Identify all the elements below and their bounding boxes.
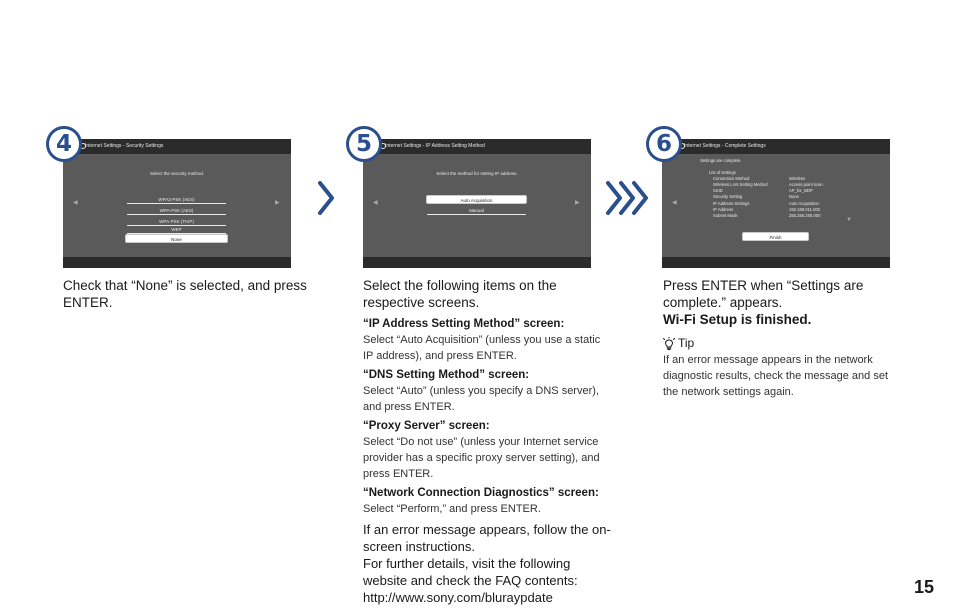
left-arrow-icon: ◀ bbox=[373, 200, 378, 206]
page-number: 15 bbox=[913, 577, 934, 597]
setting-value: 255.255.255.000 bbox=[789, 213, 821, 218]
setting-value: None bbox=[789, 194, 800, 199]
scroll-down-icon: ▼ bbox=[846, 217, 852, 223]
screen-bottom-bar bbox=[63, 257, 291, 268]
screen-prompt: Select the security method. bbox=[149, 171, 205, 176]
step-5-instruction: Select the following items on the respective screens. bbox=[363, 278, 557, 310]
tip-label: Tip bbox=[678, 336, 695, 350]
step-4-instruction: Check that “None” is selected, and press ENTER. bbox=[63, 278, 307, 310]
setting-label: Security Setting bbox=[713, 194, 743, 199]
option-none-selected[interactable]: None bbox=[125, 234, 228, 243]
setting-label: SSID bbox=[713, 188, 723, 193]
support-url[interactable]: http://www.sony.com/bluraypdate bbox=[363, 590, 553, 605]
triple-chevron-right-icon bbox=[604, 180, 650, 216]
complete-settings-screen bbox=[662, 139, 890, 268]
sub-item-text: Select “Perform,” and press ENTER. bbox=[363, 503, 541, 515]
finish-button[interactable]: Finish bbox=[742, 232, 809, 241]
setting-value: Auto Acquisition bbox=[789, 201, 819, 206]
option-wpa-psk-tkip[interactable]: WPA-PSK (TKIP) bbox=[127, 217, 226, 226]
sub-item-text: Select “Auto Acquisition” (unless you use a static IP address), and press ENTER. bbox=[363, 334, 601, 362]
screen-title: Internet Settings - Complete Settings bbox=[662, 139, 890, 154]
step-number-5: 5 bbox=[346, 126, 382, 162]
left-arrow-icon: ◀ bbox=[73, 200, 78, 206]
right-arrow-icon: ▶ bbox=[575, 200, 580, 206]
sub-item-heading: “DNS Setting Method” screen: bbox=[363, 369, 530, 381]
setting-label: IP Address Settings bbox=[713, 201, 750, 206]
screen-bottom-bar bbox=[662, 257, 890, 268]
option-manual[interactable]: Manual bbox=[427, 206, 526, 215]
security-settings-screen bbox=[63, 139, 291, 268]
option-wpa-psk-aes[interactable]: WPA-PSK (AES) bbox=[127, 206, 226, 215]
further-details: For further details, visit the following website and check the FAQ contents: bbox=[363, 556, 578, 588]
sub-item-heading: “IP Address Setting Method” screen: bbox=[363, 318, 565, 330]
screen-title: Internet Settings - IP Address Setting Method bbox=[363, 139, 591, 154]
step-5-text bbox=[363, 277, 613, 606]
option-wpa2-psk-aes[interactable]: WPA2-PSK (AES) bbox=[127, 195, 226, 204]
tip-text: If an error message appears in the network diagnostic results, check the message and set the network settings again. bbox=[663, 354, 889, 398]
setting-label: Wireless LAN Setting Method bbox=[713, 182, 768, 187]
step-6-instruction: Press ENTER when “Settings are complete.” appears. bbox=[663, 278, 864, 310]
step-number-4: 4 bbox=[46, 126, 82, 162]
error-note: If an error message appears, follow the on-screen instructions. bbox=[363, 522, 611, 554]
sub-item-text: Select “Do not use” (unless your Internet service provider has a specific proxy server setting), and press ENTER. bbox=[363, 436, 600, 480]
step-6-text bbox=[663, 277, 903, 400]
screen-bottom-bar bbox=[363, 257, 591, 268]
sub-item-heading: “Network Connection Diagnostics” screen: bbox=[363, 487, 599, 499]
right-arrow-icon: ▶ bbox=[275, 200, 280, 206]
tip-heading bbox=[663, 336, 903, 351]
sub-item-text: Select “Auto” (unless you specify a DNS server), and press ENTER. bbox=[363, 385, 599, 413]
setting-value: AP_for_BDP bbox=[789, 188, 813, 193]
screen-prompt: Select the method for setting IP address. bbox=[436, 171, 518, 176]
ip-address-setting-screen bbox=[363, 139, 591, 268]
left-arrow-icon: ◀ bbox=[672, 200, 677, 206]
setting-value: 192.168.011.002 bbox=[789, 207, 821, 212]
settings-list-title: List of settings bbox=[709, 170, 736, 175]
settings-complete-status: Settings are complete. bbox=[700, 158, 742, 163]
option-wep[interactable]: WEP bbox=[127, 225, 226, 234]
screen-title: Internet Settings - Security Settings bbox=[63, 139, 291, 154]
chevron-right-icon bbox=[316, 180, 336, 216]
setting-label: Subnet Mask bbox=[713, 213, 738, 218]
lightbulb-icon bbox=[663, 337, 675, 350]
option-auto-acquisition-selected[interactable]: Auto Acquisition bbox=[426, 195, 527, 204]
setting-value: Wireless bbox=[789, 176, 806, 181]
step-4-text bbox=[63, 277, 313, 311]
finish-statement: Wi-Fi Setup is finished. bbox=[663, 312, 812, 327]
sub-item-heading: “Proxy Server” screen: bbox=[363, 420, 490, 432]
setting-value: Access point scan bbox=[789, 182, 823, 187]
setting-label: Connection Method bbox=[713, 176, 750, 181]
setting-label: IP Address bbox=[713, 207, 734, 212]
step-number-6: 6 bbox=[646, 126, 682, 162]
